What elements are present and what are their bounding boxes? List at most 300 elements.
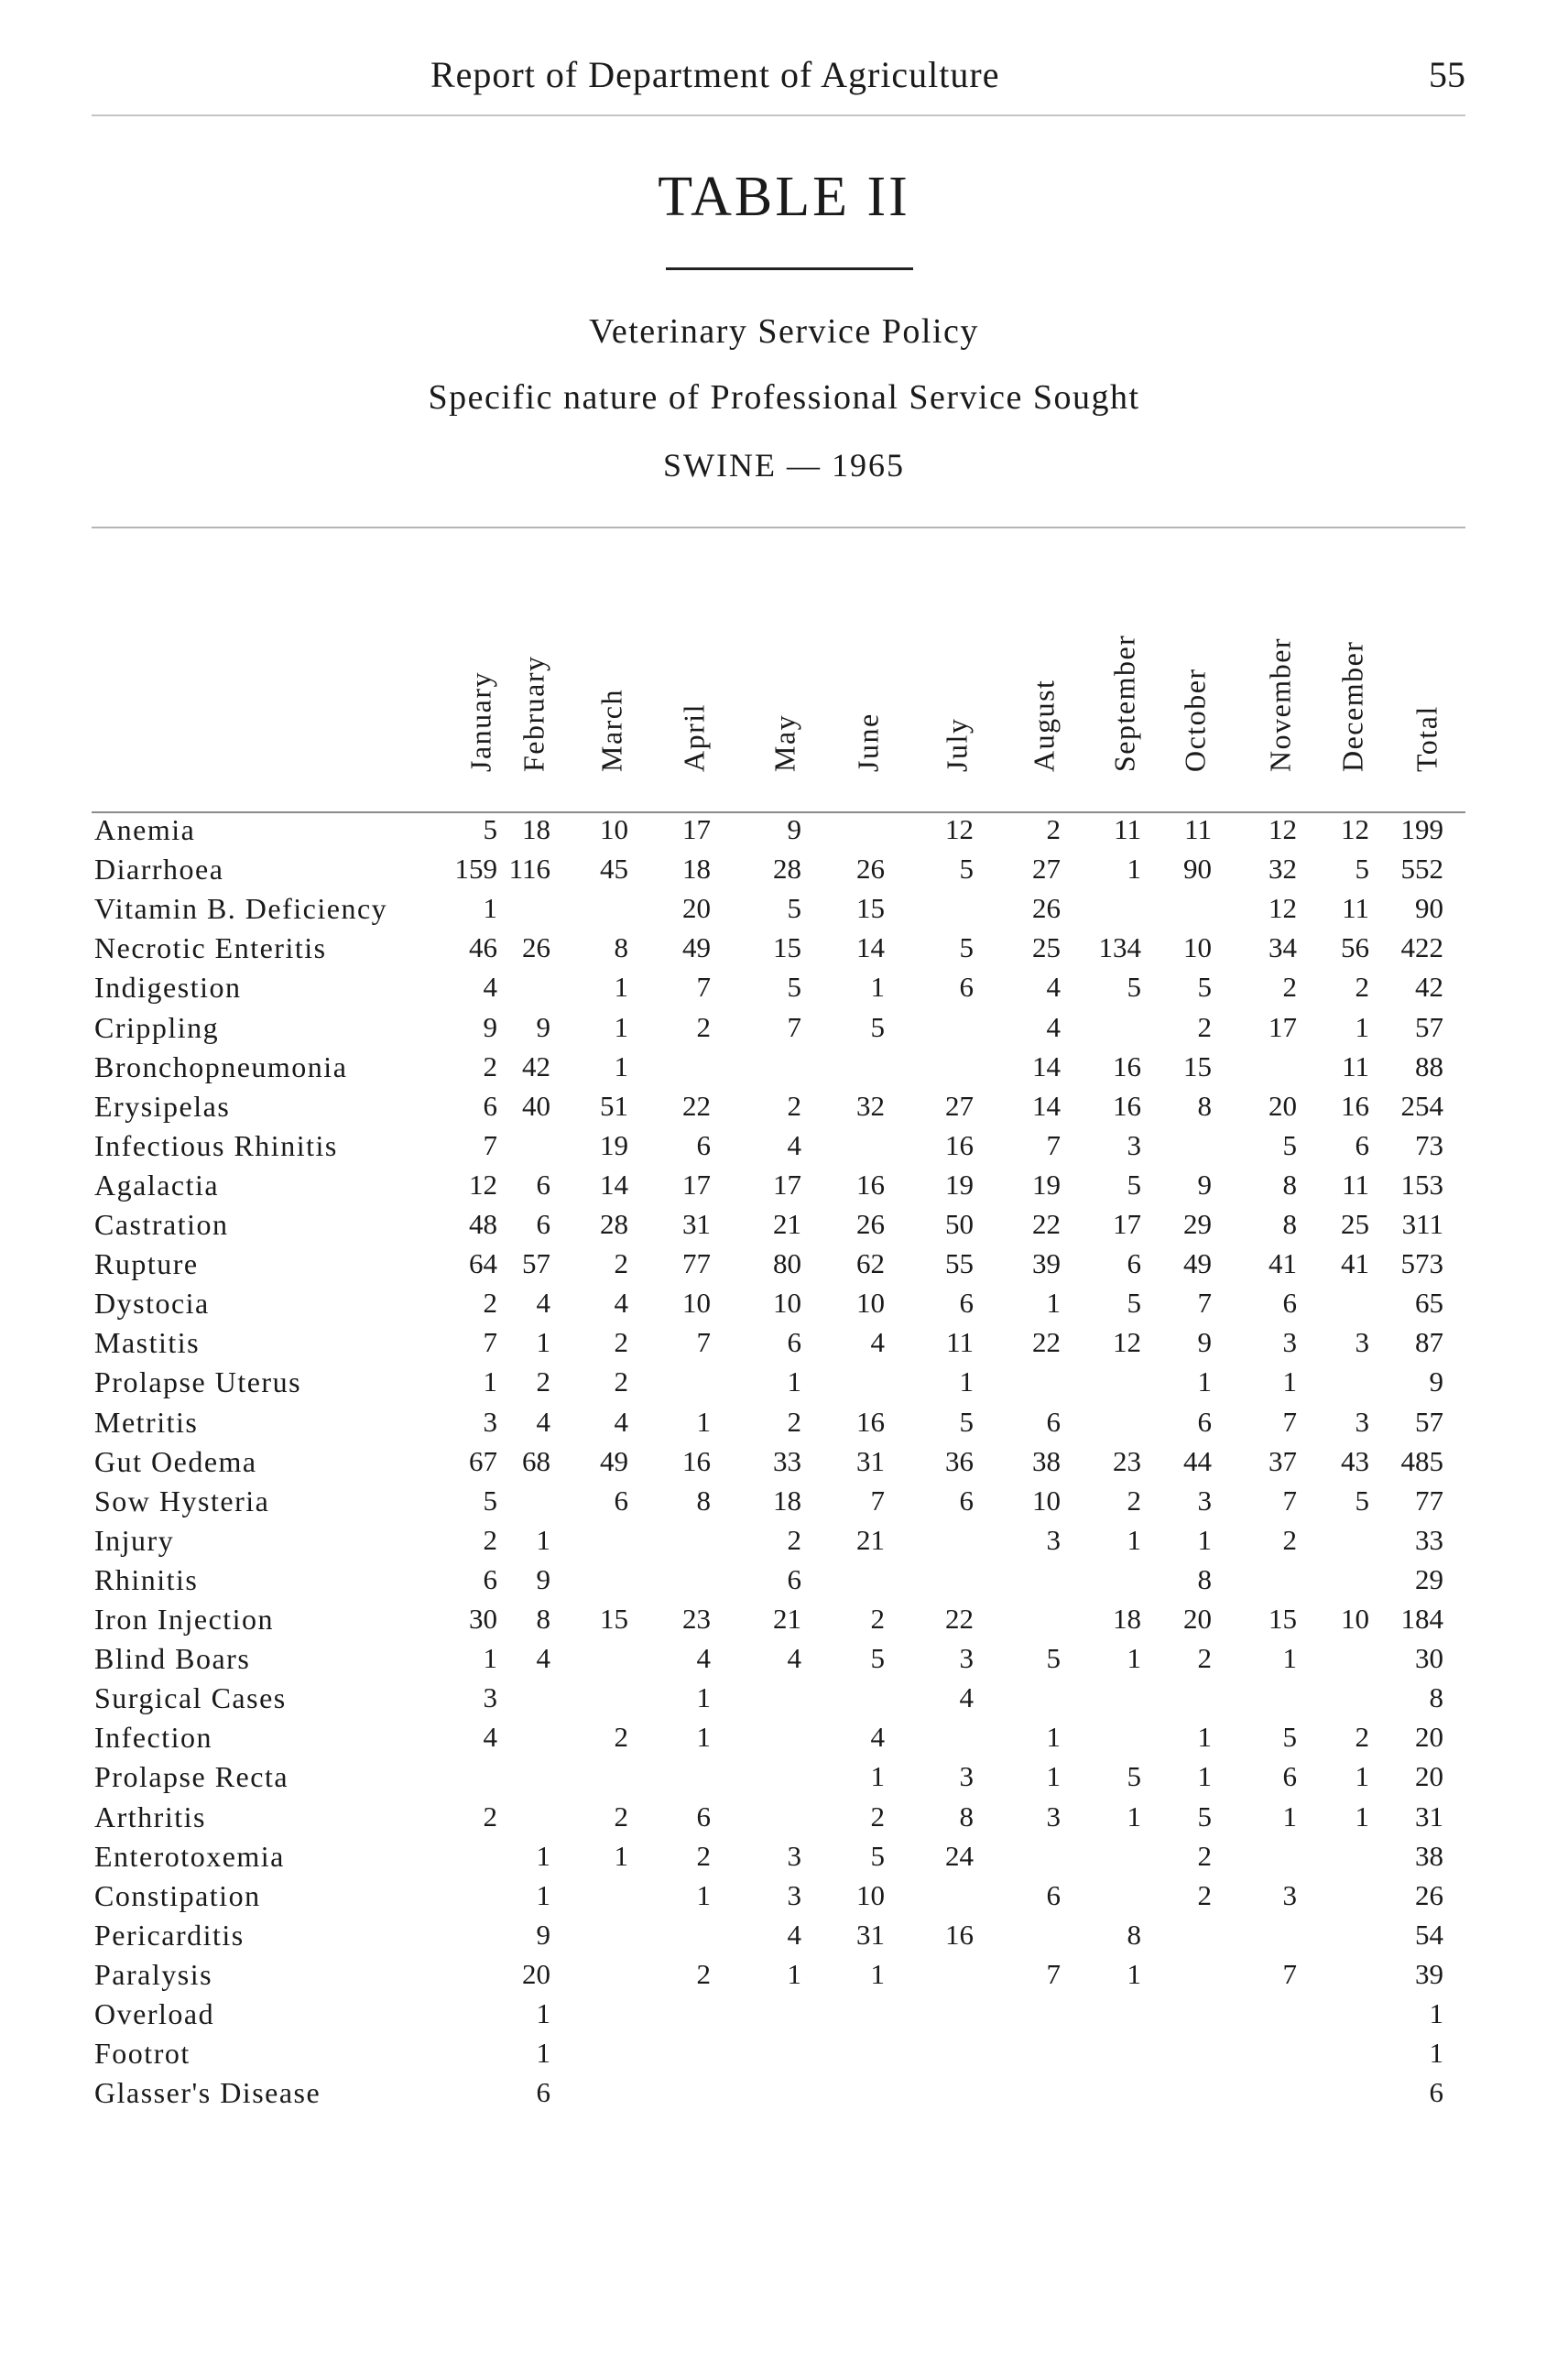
cell-september: 1: [1127, 1523, 1141, 1556]
cell-january: 67: [469, 1444, 497, 1477]
table-row: [0, 1406, 1568, 1445]
cell-august: 14: [1032, 1089, 1061, 1122]
column-header-label: February: [517, 655, 550, 772]
cell-november: 34: [1269, 931, 1297, 964]
cell-may: 5: [787, 971, 801, 1004]
row-label: Diarrhoea: [94, 853, 224, 886]
cell-total: 8: [1429, 1681, 1443, 1714]
table-row: [0, 1247, 1568, 1287]
cell-november: 7: [1282, 1957, 1297, 1990]
table-row: [0, 1090, 1568, 1129]
subtitle-policy: Veterinary Service Policy: [589, 312, 979, 351]
cell-february: 9: [536, 1918, 550, 1951]
table-row: [0, 1365, 1568, 1405]
cell-april: 4: [696, 1642, 711, 1675]
cell-may: 4: [787, 1918, 801, 1951]
cell-total: 6: [1429, 2076, 1443, 2109]
cell-january: 2: [483, 1287, 497, 1320]
cell-february: 20: [522, 1957, 550, 1990]
cell-may: 33: [773, 1444, 801, 1477]
cell-november: 2: [1282, 971, 1297, 1004]
cell-august: 10: [1032, 1484, 1061, 1517]
cell-september: 1: [1127, 1800, 1141, 1833]
table-row: [0, 1485, 1568, 1524]
cell-may: 2: [787, 1405, 801, 1438]
table-row: [0, 1879, 1568, 1919]
cell-july: 8: [959, 1800, 974, 1833]
cell-april: 6: [696, 1128, 711, 1161]
table-row: [0, 892, 1568, 931]
cell-november: 7: [1282, 1484, 1297, 1517]
cell-february: 1: [536, 1326, 550, 1359]
cell-february: 26: [522, 931, 550, 964]
cell-april: 10: [682, 1287, 711, 1320]
cell-october: 9: [1197, 1168, 1212, 1201]
cell-march: 4: [614, 1287, 628, 1320]
cell-february: 40: [522, 1089, 550, 1122]
cell-january: 7: [483, 1326, 497, 1359]
cell-march: 28: [600, 1208, 628, 1240]
cell-total: 20: [1415, 1721, 1443, 1754]
row-label: Agalactia: [94, 1168, 220, 1202]
cell-may: 1: [787, 1365, 801, 1398]
cell-august: 6: [1046, 1878, 1061, 1911]
cell-december: 25: [1341, 1208, 1369, 1240]
cell-june: 32: [856, 1089, 885, 1122]
table-row: [0, 1681, 1568, 1721]
column-header-may: [767, 623, 803, 806]
table-row: [0, 1958, 1568, 1997]
cell-february: 1: [536, 1839, 550, 1872]
cell-october: 11: [1184, 813, 1212, 845]
cell-february: 2: [536, 1365, 550, 1398]
cell-total: 254: [1400, 1089, 1443, 1122]
row-label: Footrot: [94, 2037, 191, 2071]
table-row: [0, 853, 1568, 892]
cell-june: 7: [870, 1484, 885, 1517]
cell-may: 17: [773, 1168, 801, 1201]
cell-march: 15: [600, 1603, 628, 1635]
cell-april: 2: [696, 1010, 711, 1043]
cell-august: 4: [1046, 1010, 1061, 1043]
cell-total: 73: [1415, 1128, 1443, 1161]
cell-november: 12: [1269, 813, 1297, 845]
cell-november: 17: [1269, 1010, 1297, 1043]
cell-august: 7: [1046, 1957, 1061, 1990]
cell-march: 45: [600, 853, 628, 886]
row-label: Surgical Cases: [94, 1681, 287, 1715]
table-row: [0, 2076, 1568, 2115]
table-row: [0, 1840, 1568, 1879]
page-header: [92, 53, 1465, 99]
cell-january: 4: [483, 971, 497, 1004]
cell-june: 1: [870, 971, 885, 1004]
cell-total: 422: [1400, 931, 1443, 964]
cell-august: 3: [1046, 1800, 1061, 1833]
cell-total: 54: [1415, 1918, 1443, 1951]
cell-march: 49: [600, 1444, 628, 1477]
cell-november: 1: [1282, 1800, 1297, 1833]
cell-june: 21: [856, 1523, 885, 1556]
column-header-august: [1026, 623, 1062, 806]
cell-august: 27: [1032, 853, 1061, 886]
cell-january: 2: [483, 1800, 497, 1833]
cell-july: 50: [945, 1208, 974, 1240]
cell-june: 5: [870, 1642, 885, 1675]
cell-november: 41: [1269, 1247, 1297, 1280]
column-header-november: [1262, 623, 1299, 806]
cell-december: 11: [1342, 1050, 1369, 1082]
cell-august: 38: [1032, 1444, 1061, 1477]
column-header-june: [850, 623, 887, 806]
cell-august: 5: [1046, 1642, 1061, 1675]
cell-december: 1: [1355, 1800, 1369, 1833]
cell-may: 1: [787, 1957, 801, 1990]
row-label: Overload: [94, 1997, 215, 2030]
cell-november: 3: [1282, 1878, 1297, 1911]
cell-november: 15: [1269, 1603, 1297, 1635]
column-header-label: July: [940, 717, 974, 772]
cell-april: 2: [696, 1839, 711, 1872]
cell-march: 51: [600, 1089, 628, 1122]
section-rule: [92, 527, 1465, 528]
cell-november: 8: [1282, 1208, 1297, 1240]
cell-december: 5: [1355, 853, 1369, 886]
cell-april: 1: [696, 1405, 711, 1438]
cell-march: 10: [600, 813, 628, 845]
cell-may: 3: [787, 1878, 801, 1911]
cell-january: 1: [483, 1642, 497, 1675]
cell-april: 22: [682, 1089, 711, 1122]
cell-may: 15: [773, 931, 801, 964]
cell-january: 6: [483, 1562, 497, 1595]
row-label: Rhinitis: [94, 1562, 199, 1596]
cell-july: 22: [945, 1603, 974, 1635]
cell-february: 1: [536, 1997, 550, 2029]
row-label: Necrotic Enteritis: [94, 931, 327, 965]
cell-may: 18: [773, 1484, 801, 1517]
row-label: Enterotoxemia: [94, 1839, 285, 1873]
row-label: Prolapse Uterus: [94, 1365, 302, 1399]
cell-july: 6: [959, 1484, 974, 1517]
cell-june: 15: [856, 892, 885, 925]
cell-total: 199: [1400, 813, 1443, 845]
cell-october: 49: [1183, 1247, 1212, 1280]
cell-june: 4: [870, 1326, 885, 1359]
cell-february: 1: [536, 1523, 550, 1556]
cell-february: 116: [508, 853, 550, 886]
cell-december: 3: [1355, 1326, 1369, 1359]
cell-july: 5: [959, 853, 974, 886]
cell-november: 32: [1269, 853, 1297, 886]
table-row: [0, 1563, 1568, 1603]
cell-november: 1: [1282, 1642, 1297, 1675]
row-label: Blind Boars: [94, 1642, 251, 1676]
cell-october: 2: [1197, 1839, 1212, 1872]
cell-march: 4: [614, 1405, 628, 1438]
cell-september: 11: [1114, 813, 1141, 845]
cell-july: 19: [945, 1168, 974, 1201]
cell-september: 23: [1113, 1444, 1141, 1477]
cell-august: 7: [1046, 1128, 1061, 1161]
cell-total: 38: [1415, 1839, 1443, 1872]
cell-august: 19: [1032, 1168, 1061, 1201]
cell-november: 20: [1269, 1089, 1297, 1122]
cell-january: 46: [469, 931, 497, 964]
cell-january: 64: [469, 1247, 497, 1280]
cell-november: 6: [1282, 1760, 1297, 1793]
cell-may: 4: [787, 1128, 801, 1161]
cell-september: 8: [1127, 1918, 1141, 1951]
table-row: [0, 1642, 1568, 1681]
cell-may: 80: [773, 1247, 801, 1280]
column-header-label: Total: [1410, 705, 1443, 772]
table-row: [0, 931, 1568, 971]
cell-total: 1: [1429, 1997, 1443, 2029]
table-row: [0, 1011, 1568, 1050]
cell-total: 153: [1400, 1168, 1443, 1201]
cell-december: 3: [1355, 1405, 1369, 1438]
cell-june: 10: [856, 1878, 885, 1911]
cell-september: 3: [1127, 1128, 1141, 1161]
cell-may: 7: [787, 1010, 801, 1043]
cell-december: 12: [1341, 813, 1369, 845]
cell-total: 29: [1415, 1562, 1443, 1595]
cell-september: 5: [1127, 971, 1141, 1004]
cell-january: 1: [483, 1365, 497, 1398]
cell-may: 4: [787, 1642, 801, 1675]
cell-november: 5: [1282, 1721, 1297, 1754]
cell-total: 1: [1429, 2037, 1443, 2070]
cell-total: 552: [1400, 853, 1443, 886]
cell-june: 26: [856, 1208, 885, 1240]
cell-october: 5: [1197, 971, 1212, 1004]
table-row: [0, 2037, 1568, 2076]
cell-august: 1: [1046, 1721, 1061, 1754]
cell-october: 20: [1183, 1603, 1212, 1635]
cell-april: 1: [696, 1721, 711, 1754]
cell-total: 42: [1415, 971, 1443, 1004]
cell-december: 56: [1341, 931, 1369, 964]
cell-march: 8: [614, 931, 628, 964]
cell-july: 1: [959, 1365, 974, 1398]
cell-june: 1: [870, 1957, 885, 1990]
cell-april: 7: [696, 1326, 711, 1359]
cell-february: 9: [536, 1562, 550, 1595]
cell-april: 8: [696, 1484, 711, 1517]
row-label: Crippling: [94, 1010, 220, 1044]
table-row: [0, 1208, 1568, 1247]
cell-october: 9: [1197, 1326, 1212, 1359]
column-header-april: [676, 623, 713, 806]
cell-january: 9: [483, 1010, 497, 1043]
cell-october: 10: [1183, 931, 1212, 964]
cell-total: 9: [1429, 1365, 1443, 1398]
cell-february: 4: [536, 1405, 550, 1438]
column-header-label: March: [594, 688, 628, 772]
cell-may: 21: [773, 1208, 801, 1240]
cell-august: 26: [1032, 892, 1061, 925]
cell-august: 22: [1032, 1208, 1061, 1240]
cell-may: 9: [787, 813, 801, 845]
cell-january: 5: [483, 1484, 497, 1517]
cell-july: 3: [959, 1642, 974, 1675]
column-header-total: [1409, 623, 1445, 806]
cell-may: 5: [787, 892, 801, 925]
cell-december: 2: [1355, 971, 1369, 1004]
cell-april: 17: [682, 813, 711, 845]
cell-january: 1: [483, 892, 497, 925]
row-label: Metritis: [94, 1405, 199, 1439]
cell-december: 1: [1355, 1010, 1369, 1043]
cell-total: 33: [1415, 1523, 1443, 1556]
cell-total: 30: [1415, 1642, 1443, 1675]
cell-april: 7: [696, 971, 711, 1004]
cell-august: 14: [1032, 1050, 1061, 1082]
cell-february: 6: [536, 2076, 550, 2109]
cell-october: 29: [1183, 1208, 1212, 1240]
column-header-label: August: [1027, 679, 1061, 772]
running-title: Report of Department of Agriculture: [430, 54, 1000, 95]
cell-august: 1: [1046, 1760, 1061, 1793]
cell-april: 1: [696, 1878, 711, 1911]
column-header-october: [1177, 623, 1214, 806]
cell-january: 5: [483, 813, 497, 845]
cell-july: 27: [945, 1089, 974, 1122]
cell-april: 6: [696, 1800, 711, 1833]
cell-january: 7: [483, 1128, 497, 1161]
cell-total: 311: [1401, 1208, 1443, 1240]
cell-total: 77: [1415, 1484, 1443, 1517]
cell-march: 1: [614, 1010, 628, 1043]
column-header-july: [939, 623, 975, 806]
cell-july: 11: [946, 1326, 974, 1359]
cell-october: 7: [1197, 1287, 1212, 1320]
column-header-march: [593, 623, 630, 806]
cell-january: 2: [483, 1050, 497, 1082]
cell-september: 6: [1127, 1247, 1141, 1280]
cell-february: 4: [536, 1287, 550, 1320]
cell-december: 2: [1355, 1721, 1369, 1754]
cell-december: 5: [1355, 1484, 1369, 1517]
cell-october: 8: [1197, 1089, 1212, 1122]
cell-october: 2: [1197, 1010, 1212, 1043]
cell-november: 6: [1282, 1287, 1297, 1320]
cell-august: 25: [1032, 931, 1061, 964]
table-row: [0, 1760, 1568, 1800]
cell-march: 2: [614, 1800, 628, 1833]
row-label: Mastitis: [94, 1326, 201, 1360]
cell-september: 134: [1098, 931, 1141, 964]
cell-total: 20: [1415, 1760, 1443, 1793]
cell-total: 31: [1415, 1800, 1443, 1833]
cell-total: 39: [1415, 1957, 1443, 1990]
table-row: [0, 1800, 1568, 1840]
cell-march: 2: [614, 1365, 628, 1398]
cell-december: 11: [1342, 892, 1369, 925]
row-label: Paralysis: [94, 1957, 213, 1991]
cell-december: 43: [1341, 1444, 1369, 1477]
cell-april: 18: [682, 853, 711, 886]
row-label: Dystocia: [94, 1287, 210, 1321]
row-label: Castration: [94, 1208, 229, 1241]
column-header-label: June: [851, 712, 885, 772]
cell-total: 573: [1400, 1247, 1443, 1280]
cell-august: 6: [1046, 1405, 1061, 1438]
row-label: Vitamin B. Deficiency: [94, 892, 388, 926]
row-label: Bronchopneumonia: [94, 1050, 348, 1083]
cell-april: 77: [682, 1247, 711, 1280]
cell-total: 88: [1415, 1050, 1443, 1082]
cell-june: 2: [870, 1603, 885, 1635]
row-label: Prolapse Recta: [94, 1760, 289, 1794]
cell-october: 1: [1197, 1721, 1212, 1754]
cell-september: 16: [1113, 1089, 1141, 1122]
table-row: [0, 1129, 1568, 1169]
cell-october: 8: [1197, 1562, 1212, 1595]
cell-august: 2: [1046, 813, 1061, 845]
cell-august: 22: [1032, 1326, 1061, 1359]
cell-may: 6: [787, 1326, 801, 1359]
cell-april: 2: [696, 1957, 711, 1990]
cell-august: 39: [1032, 1247, 1061, 1280]
column-header-december: [1334, 623, 1371, 806]
table-row: [0, 1524, 1568, 1563]
row-label: Arthritis: [94, 1800, 206, 1833]
cell-september: 1: [1127, 1642, 1141, 1675]
row-label: Infection: [94, 1721, 212, 1755]
row-label: Injury: [94, 1523, 175, 1557]
cell-february: 6: [536, 1168, 550, 1201]
cell-september: 17: [1113, 1208, 1141, 1240]
cell-total: 26: [1415, 1878, 1443, 1911]
cell-october: 44: [1183, 1444, 1212, 1477]
cell-july: 6: [959, 1287, 974, 1320]
cell-july: 5: [959, 1405, 974, 1438]
cell-january: 3: [483, 1405, 497, 1438]
cell-total: 65: [1415, 1287, 1443, 1320]
cell-april: 17: [682, 1168, 711, 1201]
row-label: Erysipelas: [94, 1089, 231, 1123]
cell-february: 1: [536, 2037, 550, 2070]
cell-january: 48: [469, 1208, 497, 1240]
cell-may: 21: [773, 1603, 801, 1635]
row-label: Indigestion: [94, 971, 242, 1005]
cell-november: 2: [1282, 1523, 1297, 1556]
cell-june: 5: [870, 1839, 885, 1872]
column-header-february: [516, 623, 552, 806]
cell-september: 5: [1127, 1760, 1141, 1793]
cell-november: 37: [1269, 1444, 1297, 1477]
column-header-label: October: [1178, 668, 1212, 772]
table-row: [0, 1603, 1568, 1642]
table-row: [0, 1050, 1568, 1090]
cell-october: 5: [1197, 1800, 1212, 1833]
cell-september: 5: [1127, 1287, 1141, 1320]
table-row: [0, 1287, 1568, 1326]
cell-march: 1: [614, 1050, 628, 1082]
cell-october: 1: [1197, 1760, 1212, 1793]
cell-december: 41: [1341, 1247, 1369, 1280]
cell-november: 12: [1269, 892, 1297, 925]
cell-june: 26: [856, 853, 885, 886]
table-row: [0, 1997, 1568, 2037]
cell-july: 6: [959, 971, 974, 1004]
table-row: [0, 1721, 1568, 1760]
cell-april: 16: [682, 1444, 711, 1477]
cell-july: 55: [945, 1247, 974, 1280]
cell-november: 1: [1282, 1365, 1297, 1398]
